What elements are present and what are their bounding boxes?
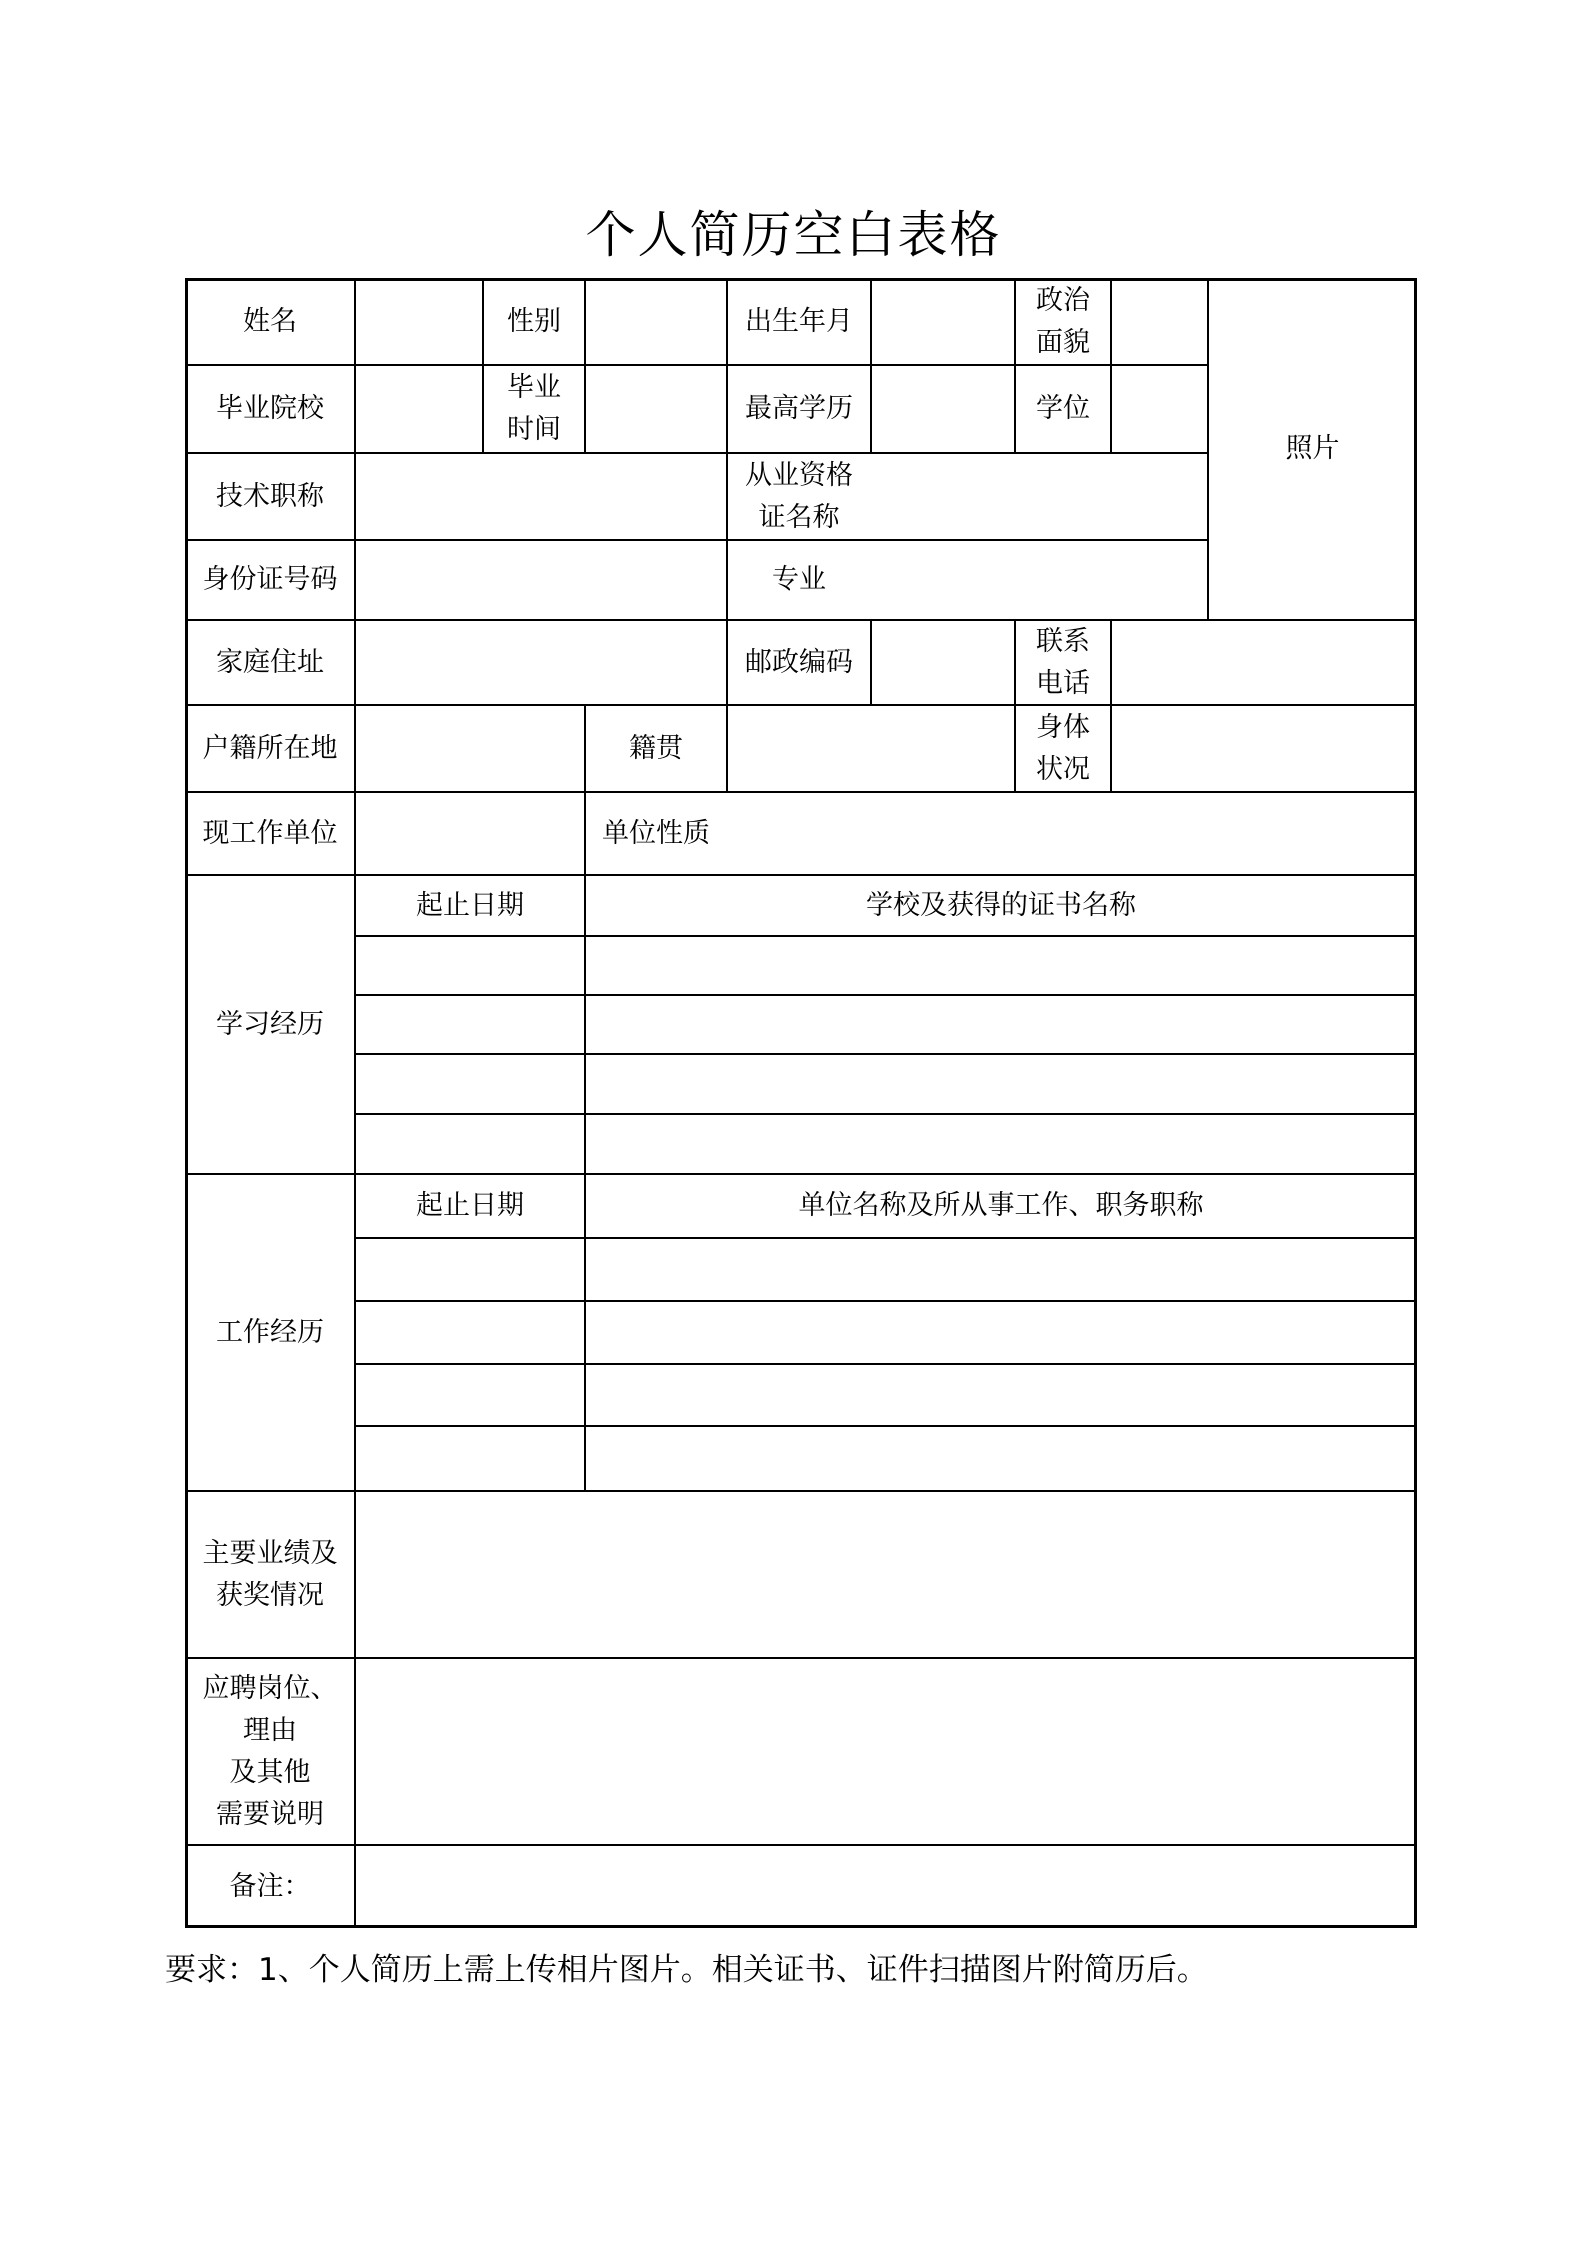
label-tech-title: 技术职称 [216, 480, 324, 512]
label-study: 学习经历 [216, 1008, 324, 1040]
study-date-field[interactable] [355, 936, 585, 995]
work-date-field[interactable] [355, 1238, 585, 1301]
application-field[interactable] [355, 1658, 1417, 1845]
work-date-field[interactable] [355, 1364, 585, 1426]
hukou-field[interactable] [355, 705, 585, 792]
work-unit-field[interactable] [585, 1364, 1417, 1426]
school-field[interactable] [355, 365, 483, 453]
degree-field[interactable] [1111, 365, 1208, 453]
label-birth: 出生年月 [745, 305, 853, 337]
study-school-field[interactable] [585, 1054, 1417, 1114]
page-title: 个人简历空白表格 [585, 206, 1002, 264]
achievements-field[interactable] [355, 1491, 1417, 1658]
native-field[interactable] [727, 705, 1015, 792]
label-political: 政治 面貌 [1036, 284, 1090, 358]
postcode-field[interactable] [871, 620, 1015, 705]
employer-field[interactable] [355, 792, 585, 875]
label-degree-edu: 最高学历 [745, 393, 853, 424]
label-major: 专业 [772, 564, 826, 595]
label-id-number: 身份证号码 [202, 564, 338, 595]
health-field[interactable] [1111, 705, 1417, 792]
study-school-header: 学校及获得的证书名称 [866, 889, 1136, 921]
work-date-field[interactable] [355, 1426, 585, 1491]
label-photo: 照片 [1285, 433, 1340, 464]
label-phone: 联系 电话 [1036, 625, 1090, 699]
study-date-header: 起止日期 [416, 889, 524, 921]
study-date-field[interactable] [355, 1054, 585, 1114]
label-work: 工作经历 [216, 1316, 324, 1348]
label-employer-type: 单位性质 [602, 817, 710, 849]
grad-time-field[interactable] [585, 365, 727, 453]
label-degree: 学位 [1036, 393, 1090, 424]
tech-title-field[interactable] [355, 453, 727, 540]
label-remarks: 备注： [229, 1870, 311, 1902]
work-date-field[interactable] [355, 1301, 585, 1364]
label-school: 毕业院校 [216, 393, 324, 424]
study-date-field[interactable] [355, 995, 585, 1054]
employer-type-field[interactable] [727, 792, 1417, 875]
label-achievements: 主要业绩及 获奖情况 [202, 1537, 338, 1611]
label-hukou: 户籍所在地 [202, 732, 338, 764]
major-field[interactable] [871, 540, 1208, 620]
work-date-header: 起止日期 [416, 1190, 524, 1221]
phone-field[interactable] [1111, 620, 1417, 705]
label-native: 籍贯 [629, 732, 683, 764]
name-field[interactable] [355, 278, 483, 365]
label-health: 身体 状况 [1036, 711, 1090, 785]
id-number-field[interactable] [355, 540, 727, 620]
work-unit-field[interactable] [585, 1426, 1417, 1491]
study-date-field[interactable] [355, 1114, 585, 1174]
work-unit-field[interactable] [585, 1238, 1417, 1301]
label-postcode: 邮政编码 [745, 646, 853, 678]
qualification-field[interactable] [871, 453, 1208, 540]
study-school-field[interactable] [585, 995, 1417, 1054]
label-employer: 现工作单位 [202, 817, 338, 849]
degree-edu-field[interactable] [871, 365, 1015, 453]
label-application: 应聘岗位、 理由 及其他 需要说明 [202, 1672, 338, 1830]
remarks-field[interactable] [355, 1845, 1417, 1928]
birth-field[interactable] [871, 278, 1015, 365]
label-qualification: 从业资格 证名称 [745, 459, 853, 533]
study-school-field[interactable] [585, 936, 1417, 995]
study-school-field[interactable] [585, 1114, 1417, 1174]
label-name: 姓名 [243, 305, 297, 337]
gender-field[interactable] [585, 278, 727, 365]
work-unit-header: 单位名称及所从事工作、职务职称 [798, 1190, 1204, 1221]
label-gender: 性别 [507, 305, 561, 337]
work-unit-field[interactable] [585, 1301, 1417, 1364]
resume-form [185, 278, 1417, 1928]
address-field[interactable] [355, 620, 727, 705]
label-address: 家庭住址 [216, 646, 324, 678]
requirements-note: 要求：1、个人简历上需上传相片图片。相关证书、证件扫描图片附简历后。 [165, 1952, 1208, 1988]
label-grad-time: 毕业 时间 [507, 372, 561, 445]
political-field[interactable] [1111, 278, 1208, 365]
